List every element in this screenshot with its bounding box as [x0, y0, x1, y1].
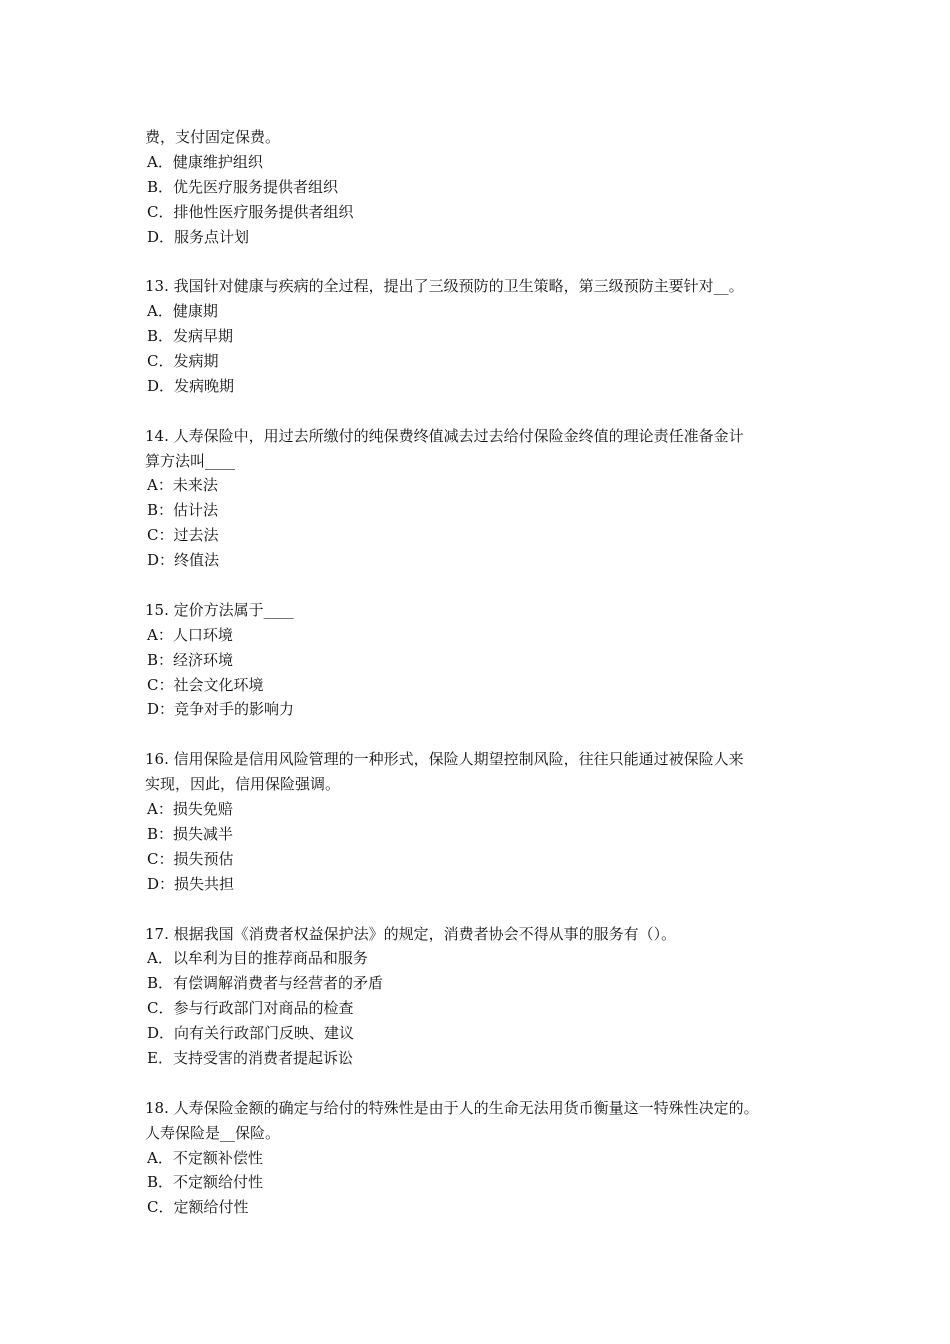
question-text: 17. 根据我国《消费者权益保护法》的规定，消费者协会不得从事的服务有（）。: [145, 924, 677, 943]
question-text: 15. 定价方法属于____: [145, 600, 294, 619]
document-page: [145, 125, 825, 1220]
option-e: E．支持受害的消费者提起诉讼: [147, 1048, 353, 1067]
spacer: [145, 249, 825, 274]
option-c: C：损失预估: [147, 849, 234, 868]
spacer: [145, 1071, 825, 1096]
option-c: C．定额给付性: [147, 1198, 249, 1217]
option-c: C．发病期: [147, 352, 219, 371]
option-d: D：终值法: [147, 551, 220, 570]
question-text: 13. 我国针对健康与疾病的全过程，提出了三级预防的卫生策略，第三级预防主要针对__。: [145, 277, 744, 296]
option-d: D．发病晚期: [147, 376, 235, 395]
question-text-continued: 算方法叫____: [145, 451, 236, 470]
option-a: A．健康维护组织: [147, 152, 263, 171]
option-a: A：未来法: [147, 476, 218, 495]
question-17: [145, 922, 825, 1071]
option-a: A．不定额补偿性: [147, 1148, 263, 1167]
question-text: 14. 人寿保险中，用过去所缴付的纯保费终值减去过去给付保险金终值的理论责任准备金计: [145, 426, 744, 445]
option-d: D：竞争对手的影响力: [147, 700, 295, 719]
question-text-continued: 实现，因此，信用保险强调。: [145, 775, 341, 794]
option-c: C．排他性医疗服务提供者组织: [147, 202, 354, 221]
question-text-continued: 人寿保险是__保险。: [145, 1123, 281, 1142]
question-text: 费，支付固定保费。: [145, 128, 281, 146]
spacer: [145, 722, 825, 747]
option-b: B：损失减半: [147, 824, 234, 843]
option-c: C：过去法: [147, 526, 219, 545]
spacer: [145, 573, 825, 598]
question-text: 16. 信用保险是信用风险管理的一种形式，保险人期望控制风险，往往只能通过被保险人来: [145, 750, 744, 769]
question-13: [145, 274, 825, 398]
option-d: D．向有关行政部门反映、建议: [147, 1024, 355, 1043]
question-15: [145, 598, 825, 722]
question-16: [145, 747, 825, 896]
spacer: [145, 399, 825, 424]
option-b: B．发病早期: [147, 327, 234, 346]
spacer: [145, 897, 825, 922]
option-a: A．健康期: [147, 302, 218, 321]
option-b: B．有偿调解消费者与经营者的矛盾: [147, 974, 384, 993]
option-b: B：经济环境: [147, 650, 234, 669]
option-b: B：估计法: [147, 501, 219, 520]
question-18: [145, 1096, 825, 1220]
option-a: A：人口环境: [147, 625, 233, 644]
option-a: A．以牟利为目的推荐商品和服务: [147, 949, 368, 968]
option-d: D：损失共担: [147, 874, 235, 893]
option-b: B．优先医疗服务提供者组织: [147, 177, 339, 196]
option-d: D．服务点计划: [147, 227, 250, 246]
question-14: [145, 424, 825, 573]
option-b: B．不定额给付性: [147, 1173, 264, 1192]
question-text: 18. 人寿保险金额的确定与给付的特殊性是由于人的生命无法用货币衡量这一特殊性决定的。: [145, 1098, 759, 1117]
option-c: C．参与行政部门对商品的检查: [147, 999, 354, 1018]
option-c: C：社会文化环境: [147, 675, 264, 694]
option-a: A：损失免赔: [147, 800, 233, 819]
question-12-tail: [145, 125, 825, 249]
